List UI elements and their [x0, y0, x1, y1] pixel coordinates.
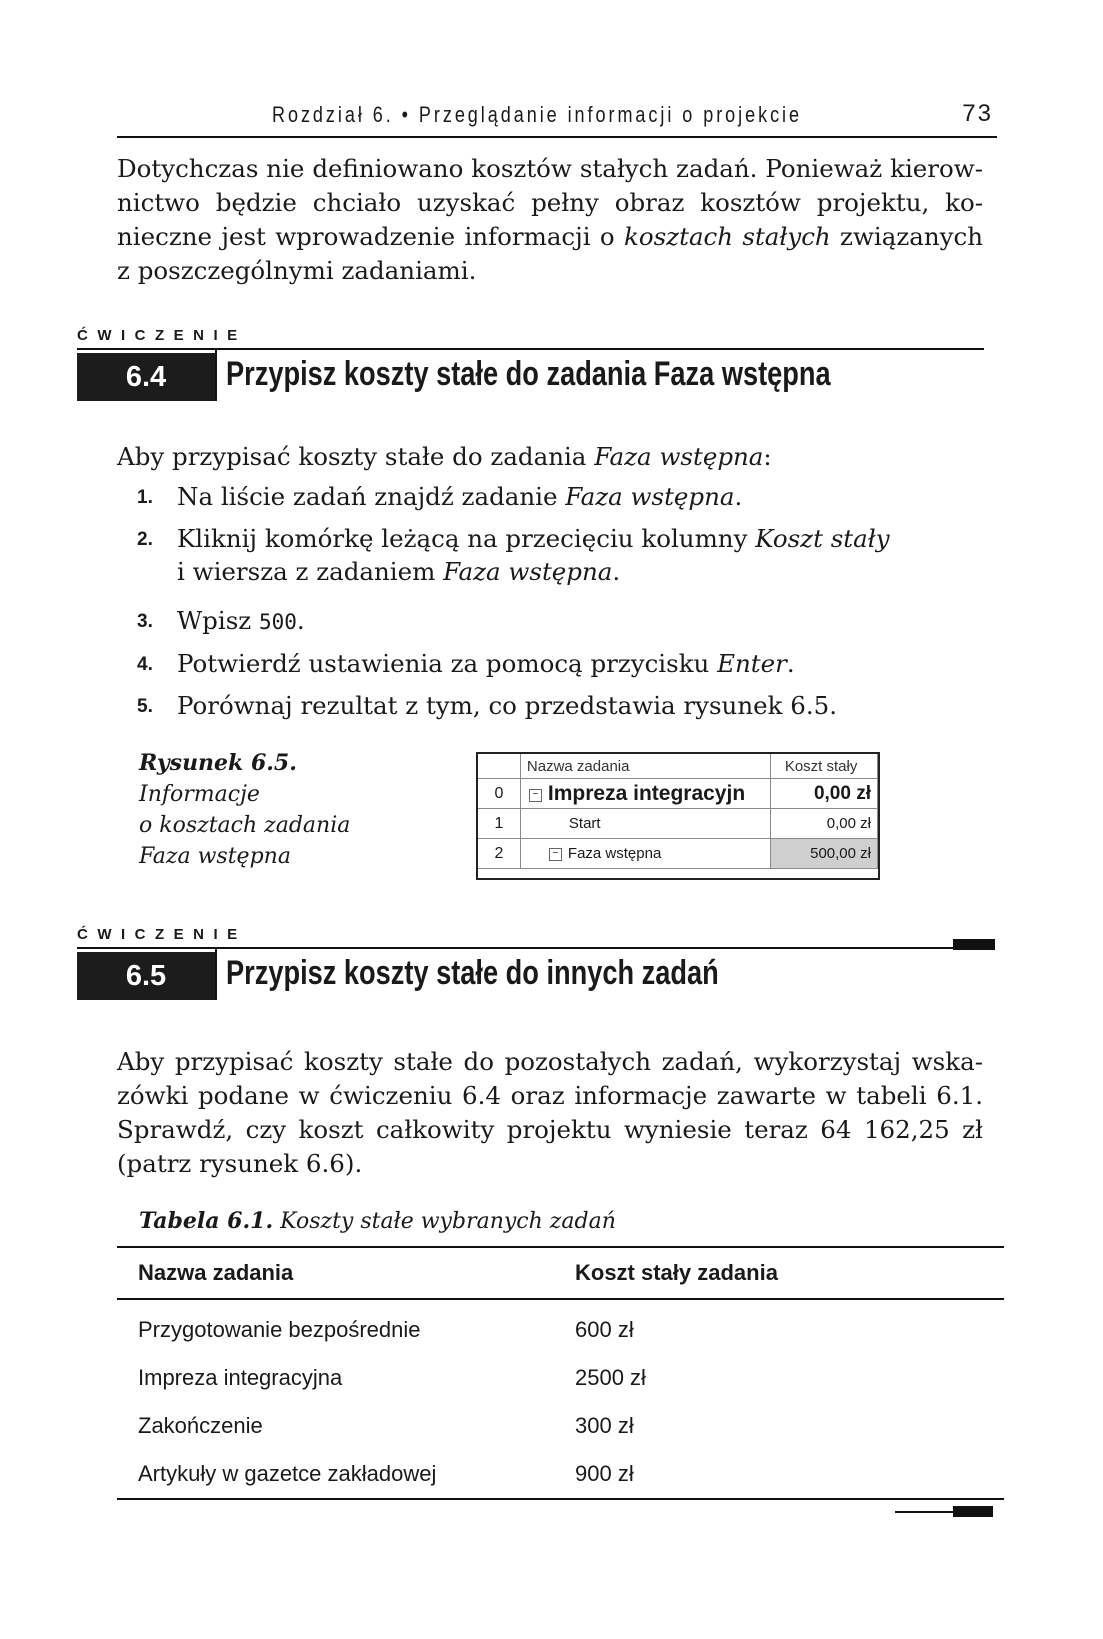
table-row	[117, 1354, 1004, 1402]
step-number: 4.	[137, 654, 153, 675]
table-row	[117, 1299, 1004, 1354]
intro-line: Dotychczas nie definiowano kosztów stałych zadań. Ponieważ kierow-	[117, 154, 983, 183]
grid-header-row	[478, 754, 878, 779]
step-text: Na liście zadań znajdź zadanie Faza wstępna.	[177, 482, 743, 511]
cost-cell: 300 zł	[575, 1413, 634, 1438]
typed-value: 500	[258, 610, 297, 634]
task-cell: Przygotowanie bezpośrednie	[138, 1317, 421, 1342]
running-header	[117, 96, 997, 138]
exercise-number: 6.4	[77, 353, 215, 401]
exercise-title: Przypisz koszty stałe do zadania Faza wstępna	[226, 355, 831, 393]
task-name: − Impreza integracyjn	[520, 779, 770, 809]
grid-row	[478, 779, 878, 809]
task-cell: Artykuły w gazetce zakładowej	[117, 1450, 554, 1499]
exercise-label: ĆWICZENIE	[77, 327, 247, 344]
intro-paragraph	[117, 152, 983, 288]
row-id: 0	[478, 779, 520, 809]
end-marker	[953, 1506, 993, 1517]
task-cell: Impreza integracyjna	[138, 1365, 343, 1390]
exercise-divider	[215, 949, 217, 1000]
table-row	[117, 1450, 1004, 1499]
exercise-rule	[77, 947, 984, 949]
table-header-row	[117, 1247, 1004, 1299]
figure-caption: Rysunek 6.5. Informacje o kosztach zadania Faza wstępna	[139, 750, 351, 869]
row-id: 1	[478, 809, 520, 839]
step-text: Porównaj rezultat z tym, co przedstawia rysunek 6.5.	[177, 691, 837, 720]
task-name: − Faza wstępna	[520, 839, 770, 869]
step-number: 1.	[137, 487, 153, 508]
cost-cell: 2500 zł	[575, 1365, 646, 1390]
step-number: 2.	[137, 529, 153, 550]
exercise-marker	[953, 939, 995, 950]
column-header-cost: Koszt stały	[771, 754, 878, 779]
step-text-continued: i wiersza z zadaniem Faza wstępna.	[177, 557, 621, 586]
cost-cell: 900 zł	[554, 1450, 1004, 1499]
grid-row	[478, 839, 878, 869]
task-name: Start	[520, 809, 770, 839]
intro-line: nictwo będzie chciało uzyskać pełny obraz kosztów projektu, ko-	[117, 188, 983, 217]
column-header: Nazwa zadania	[117, 1247, 554, 1299]
figure-label: Rysunek 6.5.	[139, 750, 297, 776]
step-number: 5.	[137, 696, 153, 717]
exercise-lead: Aby przypisać koszty stałe do zadania Faza wstępna:	[117, 442, 772, 471]
figure-screenshot	[476, 752, 880, 880]
page-number: 73	[962, 100, 993, 127]
exercise-paragraph: Aby przypisać koszty stałe do pozostałych zadań, wykorzystaj wska- zówki podane w ćwiczeniu 6.4 oraz informacje zawarte w tabeli 6.1. Sprawdź, czy koszt całkowity projektu wyniesie teraz 64 162,25 zł (patrz rysunek 6.6).	[117, 1047, 983, 1178]
chapter-title: Rozdział 6. • Przeglądanie informacji o projekcie	[272, 102, 802, 127]
cost-cell: 600 zł	[575, 1317, 634, 1342]
exercise-title: Przypisz koszty stałe do innych zadań	[226, 954, 719, 992]
step-text: Kliknij komórkę leżącą na przecięciu kolumny Koszt stały	[177, 524, 890, 553]
table-row	[117, 1402, 1004, 1450]
exercise-number: 6.5	[77, 952, 215, 1000]
end-rule	[895, 1511, 953, 1513]
collapse-icon: −	[529, 789, 542, 802]
exercise-rule	[77, 348, 984, 350]
exercise-divider	[215, 350, 217, 401]
table-caption: Tabela 6.1. Koszty stałe wybranych zadań	[139, 1208, 616, 1234]
row-id: 2	[478, 839, 520, 869]
fixed-cost: 0,00 zł	[771, 779, 878, 809]
collapse-icon: −	[549, 848, 562, 861]
step-text: Wpisz 500.	[177, 606, 305, 635]
step-text: Potwierdź ustawienia za pomocą przycisku Enter.	[177, 649, 795, 678]
exercise-label: ĆWICZENIE	[77, 926, 247, 943]
fixed-costs-table	[117, 1246, 1004, 1500]
fixed-cost-selected: 500,00 zł	[771, 839, 878, 869]
table-label: Tabela 6.1.	[139, 1208, 274, 1234]
intro-line: z poszczególnymi zadaniami.	[117, 256, 477, 285]
step-number: 3.	[137, 611, 153, 632]
column-header-name: Nazwa zadania	[520, 754, 770, 779]
intro-line: nieczne jest wprowadzenie informacji o kosztach stałych związanych	[117, 222, 983, 251]
column-header: Koszt stały zadania	[554, 1247, 1004, 1299]
fixed-cost: 0,00 zł	[771, 809, 878, 839]
grid-row	[478, 809, 878, 839]
task-cell: Zakończenie	[138, 1413, 263, 1438]
